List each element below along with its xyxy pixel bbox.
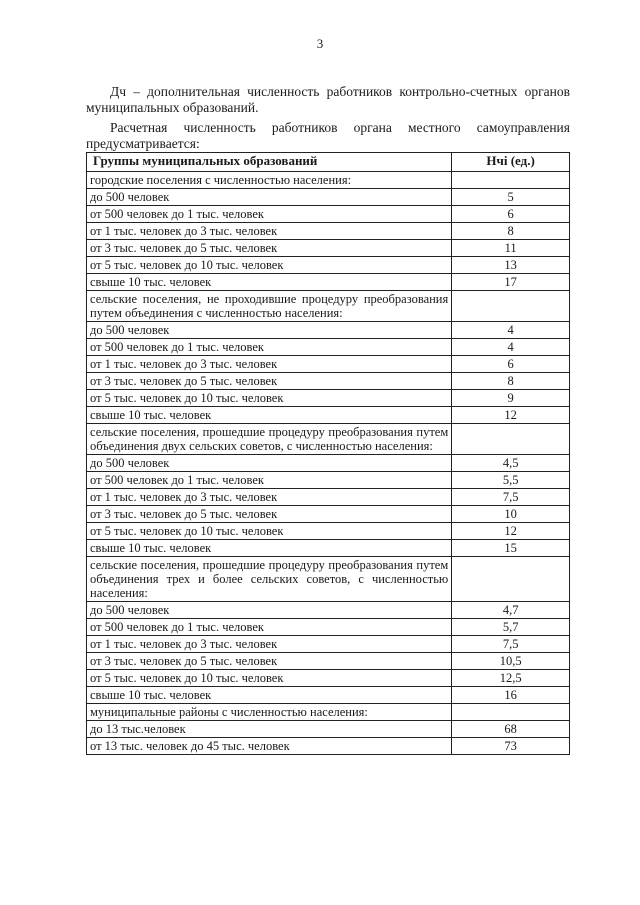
table-row [87,206,570,223]
row-value: 7,5 [452,636,570,653]
row-value: 68 [452,721,570,738]
row-label: от 1 тыс. человек до 3 тыс. человек [87,489,452,506]
row-label: от 500 человек до 1 тыс. человек [87,472,452,489]
header-group: Группы муниципальных образований [87,153,452,172]
table-header-row [87,153,570,172]
table-row [87,619,570,636]
row-label: до 13 тыс.человек [87,721,452,738]
table-row [87,687,570,704]
table-row [87,506,570,523]
table-row [87,472,570,489]
row-value: 4,7 [452,602,570,619]
row-label: от 5 тыс. человек до 10 тыс. человек [87,257,452,274]
row-label: до 500 человек [87,322,452,339]
table-row [87,738,570,755]
table-row [87,240,570,257]
group-title-empty-cell [452,291,570,322]
table-row [87,390,570,407]
group-title-empty-cell [452,172,570,189]
table-row [87,322,570,339]
row-value: 13 [452,257,570,274]
row-value: 5 [452,189,570,206]
row-label: от 500 человек до 1 тыс. человек [87,619,452,636]
table-row [87,274,570,291]
row-label: свыше 10 тыс. человек [87,687,452,704]
row-label: до 500 человек [87,189,452,206]
row-label: от 3 тыс. человек до 5 тыс. человек [87,506,452,523]
table-row [87,721,570,738]
table-row [87,257,570,274]
row-label: от 5 тыс. человек до 10 тыс. человек [87,670,452,687]
row-value: 5,7 [452,619,570,636]
row-value: 12 [452,523,570,540]
group-title: муниципальные районы с численностью населения: [87,704,452,721]
group-title-empty-cell [452,557,570,602]
row-label: от 3 тыс. человек до 5 тыс. человек [87,653,452,670]
row-value: 7,5 [452,489,570,506]
row-label: от 1 тыс. человек до 3 тыс. человек [87,636,452,653]
row-label: от 5 тыс. человек до 10 тыс. человек [87,523,452,540]
paragraph-intro: Расчетная численность работников органа местного самоуправления предусматривается: [86,119,570,151]
table-row [87,223,570,240]
norms-table [86,152,570,755]
row-value: 8 [452,373,570,390]
table-row [87,356,570,373]
row-label: свыше 10 тыс. человек [87,540,452,557]
group-title: сельские поселения, не проходившие процедуру преобразования путем объединения с численностью населения: [87,291,452,322]
table-row [87,339,570,356]
row-label: от 13 тыс. человек до 45 тыс. человек [87,738,452,755]
row-value: 16 [452,687,570,704]
row-value: 9 [452,390,570,407]
row-value: 12,5 [452,670,570,687]
table-row [87,373,570,390]
group-title: сельские поселения, прошедшие процедуру преобразования путем объединения трех и более сельских советов, с численностью населения: [87,557,452,602]
header-value: Нчi (ед.) [452,153,570,172]
group-title-row [87,424,570,455]
row-label: от 1 тыс. человек до 3 тыс. человек [87,223,452,240]
row-value: 6 [452,206,570,223]
table-row [87,523,570,540]
table-row [87,602,570,619]
group-title-row [87,291,570,322]
row-value: 10,5 [452,653,570,670]
group-title: городские поселения с численностью населения: [87,172,452,189]
row-label: от 1 тыс. человек до 3 тыс. человек [87,356,452,373]
row-value: 17 [452,274,570,291]
row-label: от 3 тыс. человек до 5 тыс. человек [87,240,452,257]
row-label: свыше 10 тыс. человек [87,407,452,424]
row-value: 15 [452,540,570,557]
row-value: 8 [452,223,570,240]
row-value: 11 [452,240,570,257]
table-body [87,172,570,755]
table-row [87,189,570,206]
group-title: сельские поселения, прошедшие процедуру преобразования путем объединения двух сельских советов, с численностью населения: [87,424,452,455]
row-label: свыше 10 тыс. человек [87,274,452,291]
table-row [87,540,570,557]
group-title-empty-cell [452,704,570,721]
row-value: 4 [452,339,570,356]
row-value: 5,5 [452,472,570,489]
row-label: от 500 человек до 1 тыс. человек [87,339,452,356]
group-title-row [87,172,570,189]
table-row [87,653,570,670]
row-label: до 500 человек [87,455,452,472]
row-label: от 3 тыс. человек до 5 тыс. человек [87,373,452,390]
row-value: 4 [452,322,570,339]
paragraph-dch: Дч – дополнительная численность работников контрольно-счетных органов муниципальных образований. [86,83,570,115]
row-label: от 5 тыс. человек до 10 тыс. человек [87,390,452,407]
group-title-row [87,704,570,721]
table-row [87,670,570,687]
group-title-row [87,557,570,602]
row-label: от 500 человек до 1 тыс. человек [87,206,452,223]
group-title-empty-cell [452,424,570,455]
page-number: 3 [316,36,324,51]
table-row [87,455,570,472]
table-row [87,407,570,424]
row-value: 12 [452,407,570,424]
row-value: 73 [452,738,570,755]
row-value: 10 [452,506,570,523]
row-label: до 500 человек [87,602,452,619]
row-value: 4,5 [452,455,570,472]
table-row [87,636,570,653]
row-value: 6 [452,356,570,373]
table-row [87,489,570,506]
